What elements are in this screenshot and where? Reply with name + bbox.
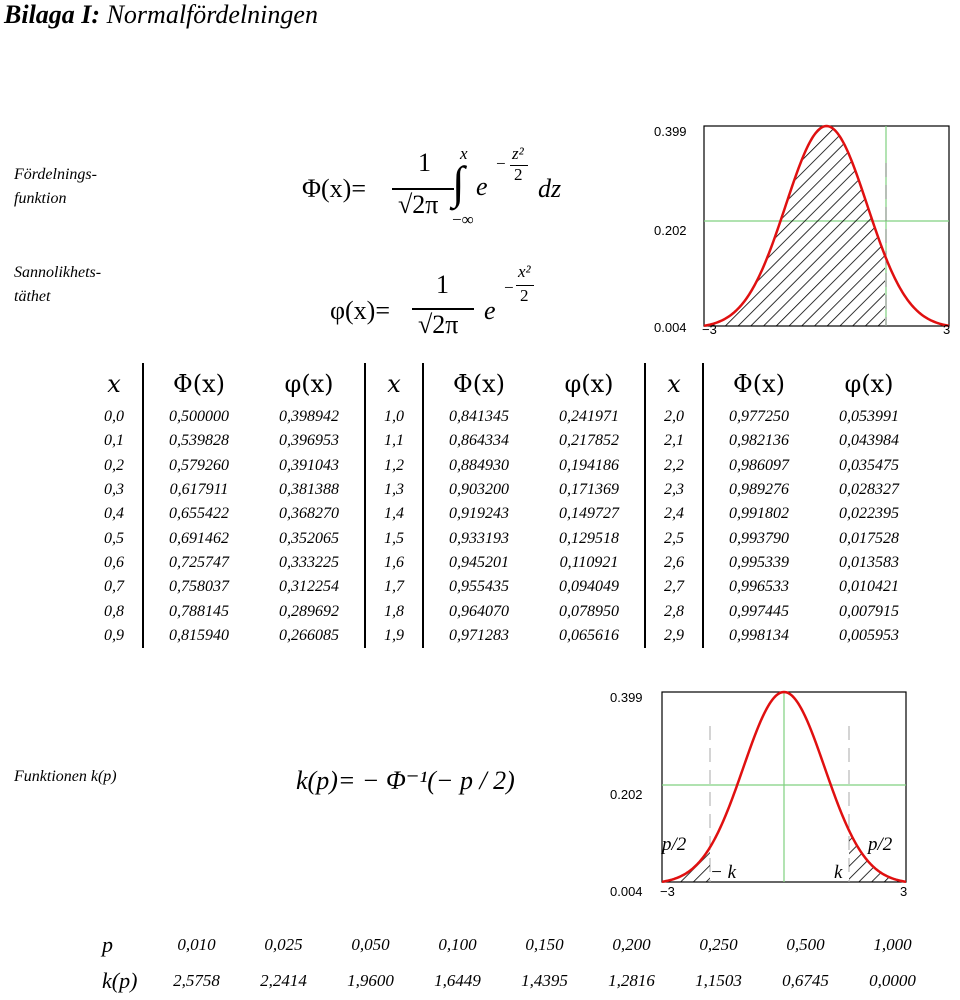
table-cell: 0,4: [104, 505, 124, 523]
table-cell: 0,964070: [423, 599, 534, 623]
table-cell: 0,815940: [143, 624, 254, 648]
svg-text:−3: −3: [702, 322, 717, 337]
table-cell: 1,7: [365, 575, 423, 599]
table-cell: 2,9: [645, 624, 703, 648]
table-cell: 0,217852: [559, 432, 619, 450]
page-title: Bilaga I: Normalfördelningen: [4, 0, 318, 29]
table-cell: 1,5: [365, 526, 423, 550]
k-row: k(p) 2,5758 2,2414 1,9600 1,6449 1,4395 1,2816 1,1503 0,6745 0,0000: [102, 964, 935, 998]
cdf-label: Fördelnings- funktion: [14, 166, 97, 207]
table-cell: 0,691462: [143, 526, 254, 550]
table-cell: 0,028327: [839, 481, 899, 499]
cdf-graph: [640, 118, 960, 346]
table-row: [86, 599, 924, 623]
table-cell: 0,971283: [423, 624, 534, 648]
table-header-row: x Φ(x) φ(x) x Φ(x) φ(x) x Φ(x) φ(x): [86, 363, 924, 405]
svg-text:0.399: 0.399: [654, 124, 687, 139]
k-value: 0,6745: [782, 971, 829, 990]
table-cell: 0,7: [104, 578, 124, 596]
table-cell: 0,903200: [423, 478, 534, 502]
table-cell: 0,129518: [559, 529, 619, 547]
svg-text:0.004: 0.004: [610, 884, 643, 899]
table-cell: 0,3: [104, 481, 124, 499]
table-cell: 1,4: [365, 502, 423, 526]
table-cell: 0,078950: [559, 602, 619, 620]
svg-text:− k: − k: [710, 862, 737, 883]
table-cell: 0,989276: [703, 478, 814, 502]
k-value: 0,0000: [869, 971, 916, 990]
table-cell: 1,8: [365, 599, 423, 623]
p-value: 0,500: [786, 935, 825, 954]
table-cell: 0,110921: [559, 553, 619, 571]
table-cell: 0,998134: [703, 624, 814, 648]
table-row: [86, 478, 924, 502]
table-cell: 0,2: [104, 456, 124, 474]
table-cell: 0,955435: [423, 575, 534, 599]
p-value: 0,150: [525, 935, 564, 954]
kp-graph: [596, 686, 916, 904]
table-cell: 0,9: [104, 626, 124, 644]
table-row: [86, 429, 924, 453]
table-cell: 0,500000: [143, 405, 254, 429]
p-row: p 0,010 0,025 0,050 0,100 0,150 0,200 0,250 0,500 1,000: [102, 928, 935, 962]
table-cell: 2,1: [645, 429, 703, 453]
table-cell: 0,986097: [703, 454, 814, 478]
table-cell: 0,022395: [839, 505, 899, 523]
kp-label: Funktionen k(p): [14, 768, 117, 785]
table-cell: 0,788145: [143, 599, 254, 623]
table-cell: 0,013583: [839, 553, 899, 571]
table-cell: 0,005953: [839, 626, 899, 644]
table-cell: 0,171369: [559, 481, 619, 499]
p-value: 0,050: [351, 935, 390, 954]
table-cell: 0,352065: [279, 529, 339, 547]
table-cell: 0,035475: [839, 456, 899, 474]
table-cell: 0,381388: [279, 481, 339, 499]
table-cell: 0,043984: [839, 432, 899, 450]
table-cell: 0,017528: [839, 529, 899, 547]
table-cell: 0,993790: [703, 526, 814, 550]
table-cell: 0,007915: [839, 602, 899, 620]
table-cell: 0,6: [104, 553, 124, 571]
table-cell: 2,5: [645, 526, 703, 550]
table-cell: 1,0: [365, 405, 423, 429]
table-cell: 0,8: [104, 602, 124, 620]
p-value: 0,200: [612, 935, 651, 954]
p-value: 0,025: [264, 935, 303, 954]
table-cell: 1,2: [365, 454, 423, 478]
svg-text:3: 3: [943, 322, 951, 337]
table-cell: 0,655422: [143, 502, 254, 526]
table-cell: 0,396953: [279, 432, 339, 450]
svg-text:0.202: 0.202: [610, 787, 643, 802]
table-cell: 0,5: [104, 529, 124, 547]
table-cell: 0,933193: [423, 526, 534, 550]
table-cell: 0,982136: [703, 429, 814, 453]
pdf-label: Sannolikhets- täthet: [14, 264, 102, 305]
table-cell: 0,149727: [559, 505, 619, 523]
p-value: 0,250: [699, 935, 738, 954]
table-cell: 0,995339: [703, 551, 814, 575]
table-cell: 0,065616: [559, 626, 619, 644]
table-cell: 0,010421: [839, 578, 899, 596]
table-cell: 2,0: [645, 405, 703, 429]
table-cell: 0,194186: [559, 456, 619, 474]
table-cell: 0,312254: [279, 578, 339, 596]
k-value: 2,5758: [173, 971, 220, 990]
svg-text:0.202: 0.202: [654, 223, 687, 238]
table-cell: 0,758037: [143, 575, 254, 599]
svg-text:−3: −3: [660, 884, 675, 899]
kp-formula: k(p)= − Φ⁻¹(− p / 2): [296, 766, 515, 795]
table-cell: 0,884930: [423, 454, 534, 478]
table-cell: 0,368270: [279, 505, 339, 523]
table-cell: 2,8: [645, 599, 703, 623]
table-cell: 0,996533: [703, 575, 814, 599]
table-cell: 0,977250: [703, 405, 814, 429]
p-value: 1,000: [873, 935, 912, 954]
table-cell: 0,991802: [703, 502, 814, 526]
p-value: 0,010: [177, 935, 216, 954]
table-cell: 2,4: [645, 502, 703, 526]
table-cell: 1,1: [365, 429, 423, 453]
svg-text:0.399: 0.399: [610, 690, 643, 705]
table-row: [86, 502, 924, 526]
table-cell: 0,266085: [279, 626, 339, 644]
k-value: 1,4395: [521, 971, 568, 990]
svg-text:k: k: [834, 862, 843, 883]
table-cell: 0,725747: [143, 551, 254, 575]
table-cell: 0,864334: [423, 429, 534, 453]
table-cell: 0,539828: [143, 429, 254, 453]
table-cell: 0,333225: [279, 553, 339, 571]
kp-table: [100, 926, 937, 1000]
svg-text:0.004: 0.004: [654, 320, 687, 335]
cdf-hatched-area: [704, 126, 949, 326]
table-cell: 2,7: [645, 575, 703, 599]
k-value: 1,9600: [347, 971, 394, 990]
table-cell: 0,579260: [143, 454, 254, 478]
table-row: [86, 454, 924, 478]
table-row: [86, 405, 924, 429]
table-cell: 2,2: [645, 454, 703, 478]
table-row: [86, 551, 924, 575]
table-cell: 0,919243: [423, 502, 534, 526]
svg-text:3: 3: [900, 884, 908, 899]
table-cell: 0,841345: [423, 405, 534, 429]
table-cell: 0,0: [104, 408, 124, 426]
table-row: [86, 575, 924, 599]
pdf-formula: φ(x)= 1 √2π e − x² 2: [330, 260, 570, 350]
table-cell: 0,289692: [279, 602, 339, 620]
k-value: 1,2816: [608, 971, 655, 990]
table-cell: 0,945201: [423, 551, 534, 575]
table-cell: 0,241971: [559, 408, 619, 426]
k-value: 1,6449: [434, 971, 481, 990]
svg-text:p/2: p/2: [868, 834, 893, 855]
table-cell: 0,1: [104, 432, 124, 450]
normal-table: [86, 363, 924, 648]
table-cell: 1,6: [365, 551, 423, 575]
table-cell: 0,997445: [703, 599, 814, 623]
svg-text:p/2: p/2: [662, 834, 687, 855]
table-cell: 0,053991: [839, 408, 899, 426]
p-value: 0,100: [438, 935, 477, 954]
table-row: [86, 526, 924, 550]
table-cell: 2,3: [645, 478, 703, 502]
cdf-formula: Φ(x)= 1 √2π x ∫ −∞ e − z² 2 dz: [302, 144, 562, 229]
k-value: 2,2414: [260, 971, 307, 990]
table-cell: 1,9: [365, 624, 423, 648]
table-cell: 0,391043: [279, 456, 339, 474]
k-value: 1,1503: [695, 971, 742, 990]
table-cell: 0,398942: [279, 408, 339, 426]
table-row: [86, 624, 924, 648]
table-cell: 0,617911: [143, 478, 254, 502]
table-cell: 1,3: [365, 478, 423, 502]
table-cell: 0,094049: [559, 578, 619, 596]
table-cell: 2,6: [645, 551, 703, 575]
